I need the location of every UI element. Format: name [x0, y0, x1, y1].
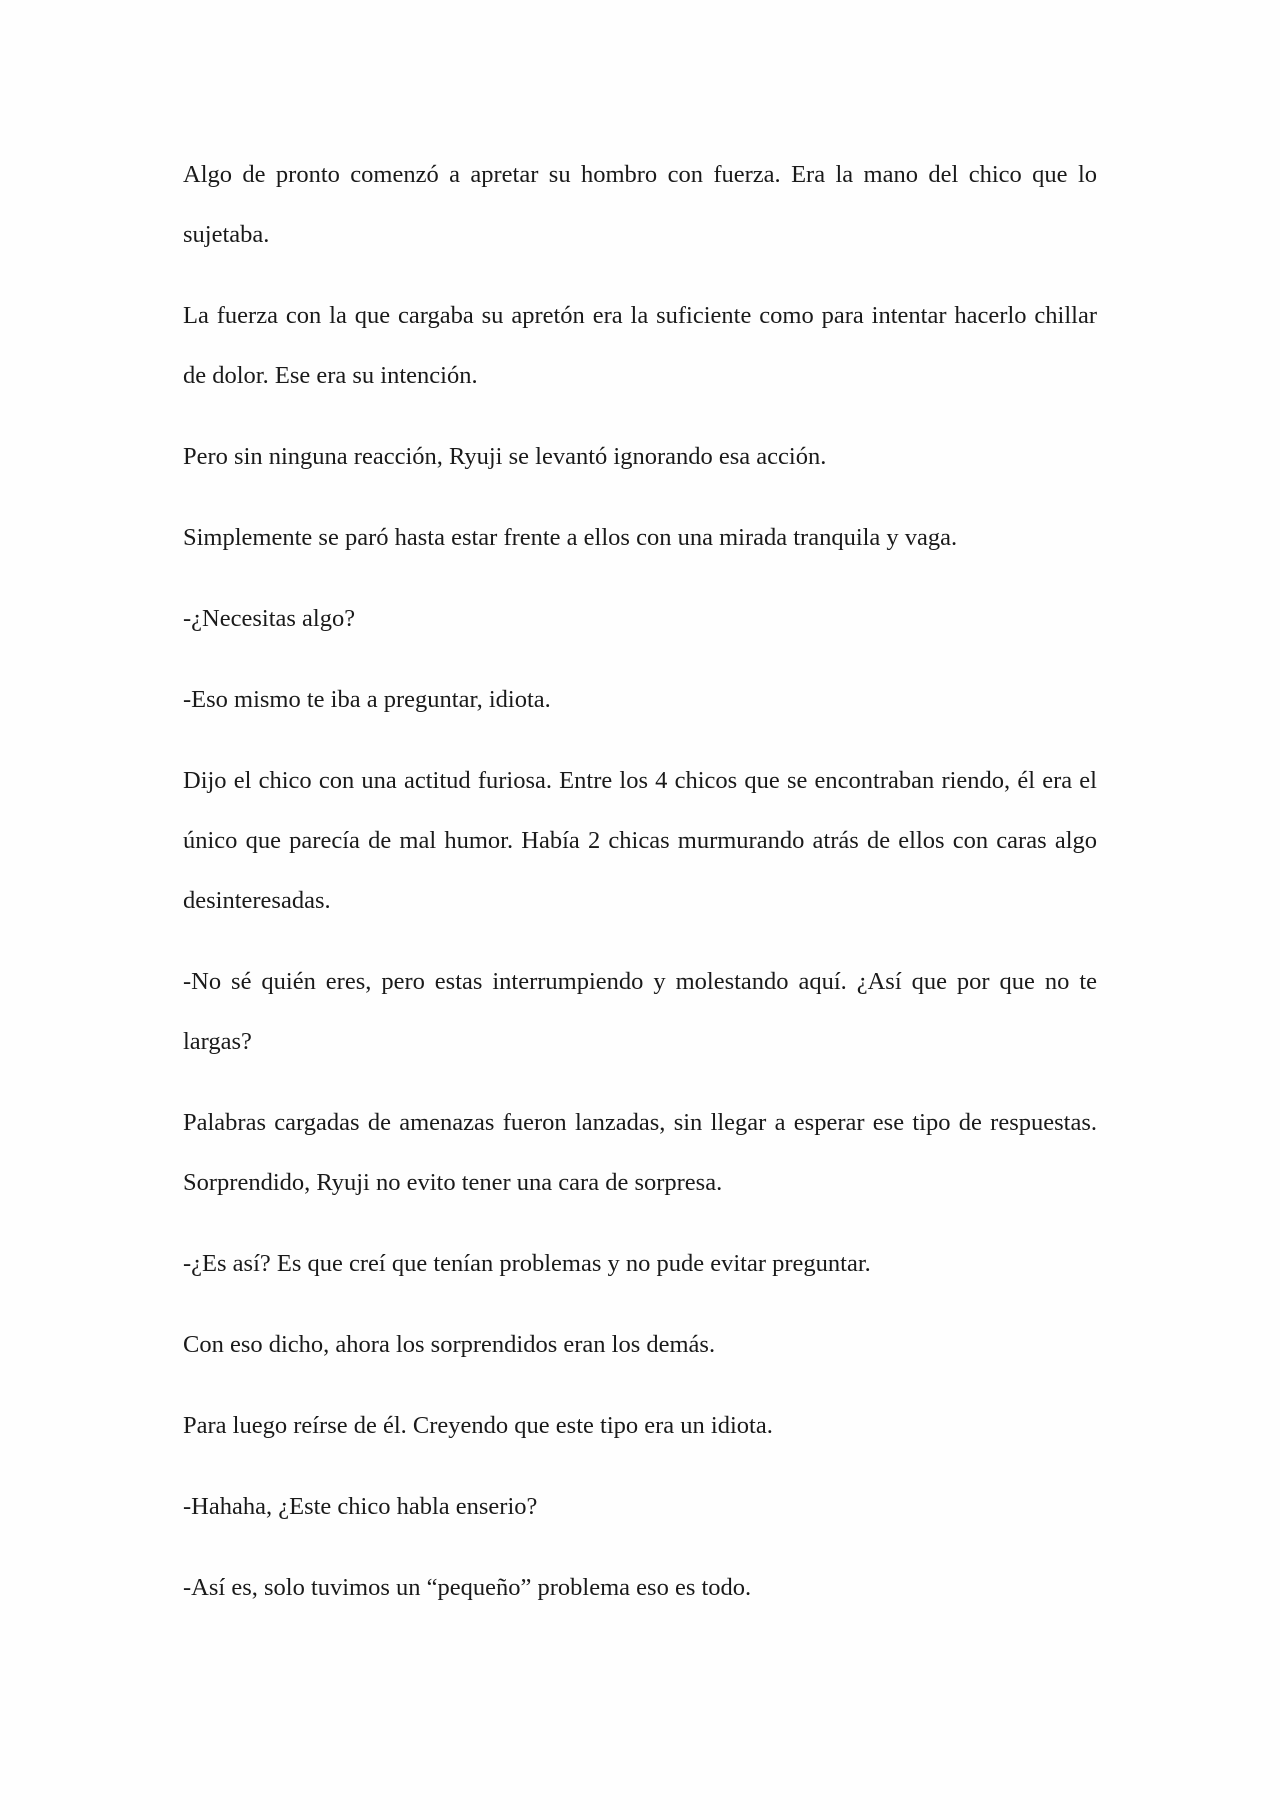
dialogue-line: -¿Es así? Es que creí que tenían problemas y no pude evitar preguntar. [183, 1250, 871, 1277]
dialogue-line: -Así es, solo tuvimos un “pequeño” problema eso es todo. [183, 1574, 752, 1601]
paragraph: La fuerza con la que cargaba su apretón era la suficiente como para intentar hacerlo chillar de dolor. Ese era su intención. [183, 302, 1097, 389]
paragraph: Simplemente se paró hasta estar frente a ellos con una mirada tranquila y vaga. [183, 524, 958, 551]
paragraph: Dijo el chico con una actitud furiosa. Entre los 4 chicos que se encontraban riendo, él era el único que parecía de mal humor. Había 2 chicas murmurando atrás de ellos con caras algo desinteresadas. [183, 767, 1097, 914]
document-body [183, 145, 1097, 1639]
paragraph: Palabras cargadas de amenazas fueron lanzadas, sin llegar a esperar ese tipo de respuestas. Sorprendido, Ryuji no evito tener una cara de sorpresa. [183, 1109, 1097, 1196]
paragraph: Para luego reírse de él. Creyendo que este tipo era un idiota. [183, 1412, 773, 1439]
dialogue-line: -Eso mismo te iba a preguntar, idiota. [183, 686, 551, 713]
dialogue-line: -¿Necesitas algo? [183, 605, 356, 632]
paragraph: Con eso dicho, ahora los sorprendidos eran los demás. [183, 1331, 716, 1358]
dialogue-line: -Hahaha, ¿Este chico habla enserio? [183, 1493, 538, 1520]
paragraph: Algo de pronto comenzó a apretar su hombro con fuerza. Era la mano del chico que lo sujetaba. [183, 161, 1097, 248]
paragraph: Pero sin ninguna reacción, Ryuji se levantó ignorando esa acción. [183, 443, 827, 470]
dialogue-line: -No sé quién eres, pero estas interrumpiendo y molestando aquí. ¿Así que por que no te largas? [183, 968, 1097, 1055]
